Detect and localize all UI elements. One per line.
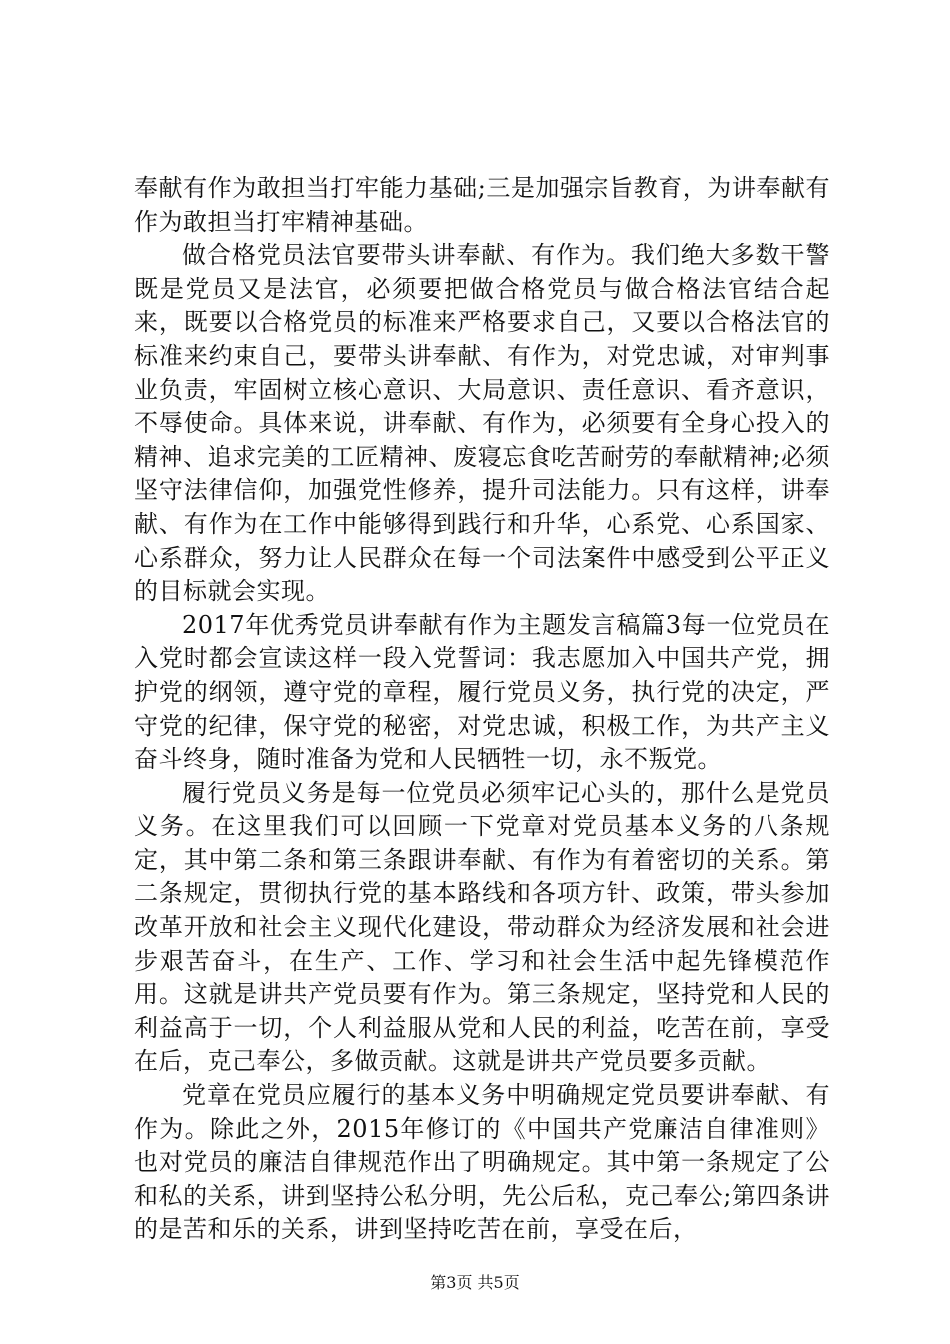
paragraph: 履行党员义务是每一位党员必须牢记心头的，那什么是党员义务。在这里我们可以回顾一下党章对党员基本义务的八条规定，其中第二条和第三条跟讲奉献、有作为有着密切的关系。第二条规定，贯彻执行党的基本路线和各项方针、政策，带头参加改革开放和社会主义现代化建设，带动群众为经济发展和社会进步艰苦奋斗，在生产、工作、学习和社会生活中起先锋模范作用。这就是讲共产党员要有作为。第三条规定，坚持党和人民的利益高于一切，个人利益服从党和人民的利益，吃苦在前，享受在后，克己奉公，多做贡献。这就是讲共产党员要多贡献。 — [134, 778, 830, 1076]
paragraph: 做合格党员法官要带头讲奉献、有作为。我们绝大多数干警既是党员又是法官，必须要把做合格党员与做合格法官结合起来，既要以合格党员的标准来严格要求自己，又要以合格法官的标准来约束自己，要带头讲奉献、有作为，对党忠诚，对审判事业负责，牢固树立核心意识、大局意识、责任意识、看齐意识，不辱使命。具体来说，讲奉献、有作为，必须要有全身心投入的精神、追求完美的工匠精神、废寝忘食吃苦耐劳的奉献精神;必须坚守法律信仰，加强党性修养，提升司法能力。只有这样，讲奉献、有作为在工作中能够得到践行和升华，心系党、心系国家、心系群众，努力让人民群众在每一个司法案件中感受到公平正义的目标就会实现。 — [134, 241, 830, 606]
paragraph-continuation: 奉献有作为敢担当打牢能力基础;三是加强宗旨教育，为讲奉献有作为敢担当打牢精神基础。 — [134, 174, 830, 236]
document-body — [134, 172, 830, 1247]
page-number-footer: 第3页 共5页 — [430, 1273, 520, 1292]
paragraph: 党章在党员应履行的基本义务中明确规定党员要讲奉献、有作为。除此之外，2015年修订的《中国共产党廉洁自律准则》也对党员的廉洁自律规范作出了明确规定。其中第一条规定了公和私的关系，讲到坚持公私分明，先公后私，克己奉公;第四条讲的是苦和乐的关系，讲到坚持吃苦在前，享受在后， — [134, 1081, 830, 1244]
paragraph: 2017年优秀党员讲奉献有作为主题发言稿篇3每一位党员在入党时都会宣读这样一段入党誓词：我志愿加入中国共产党，拥护党的纲领，遵守党的章程，履行党员义务，执行党的决定，严守党的纪律，保守党的秘密，对党忠诚，积极工作，为共产主义奋斗终身，随时准备为党和人民牺牲一切，永不叛党。 — [134, 610, 830, 774]
